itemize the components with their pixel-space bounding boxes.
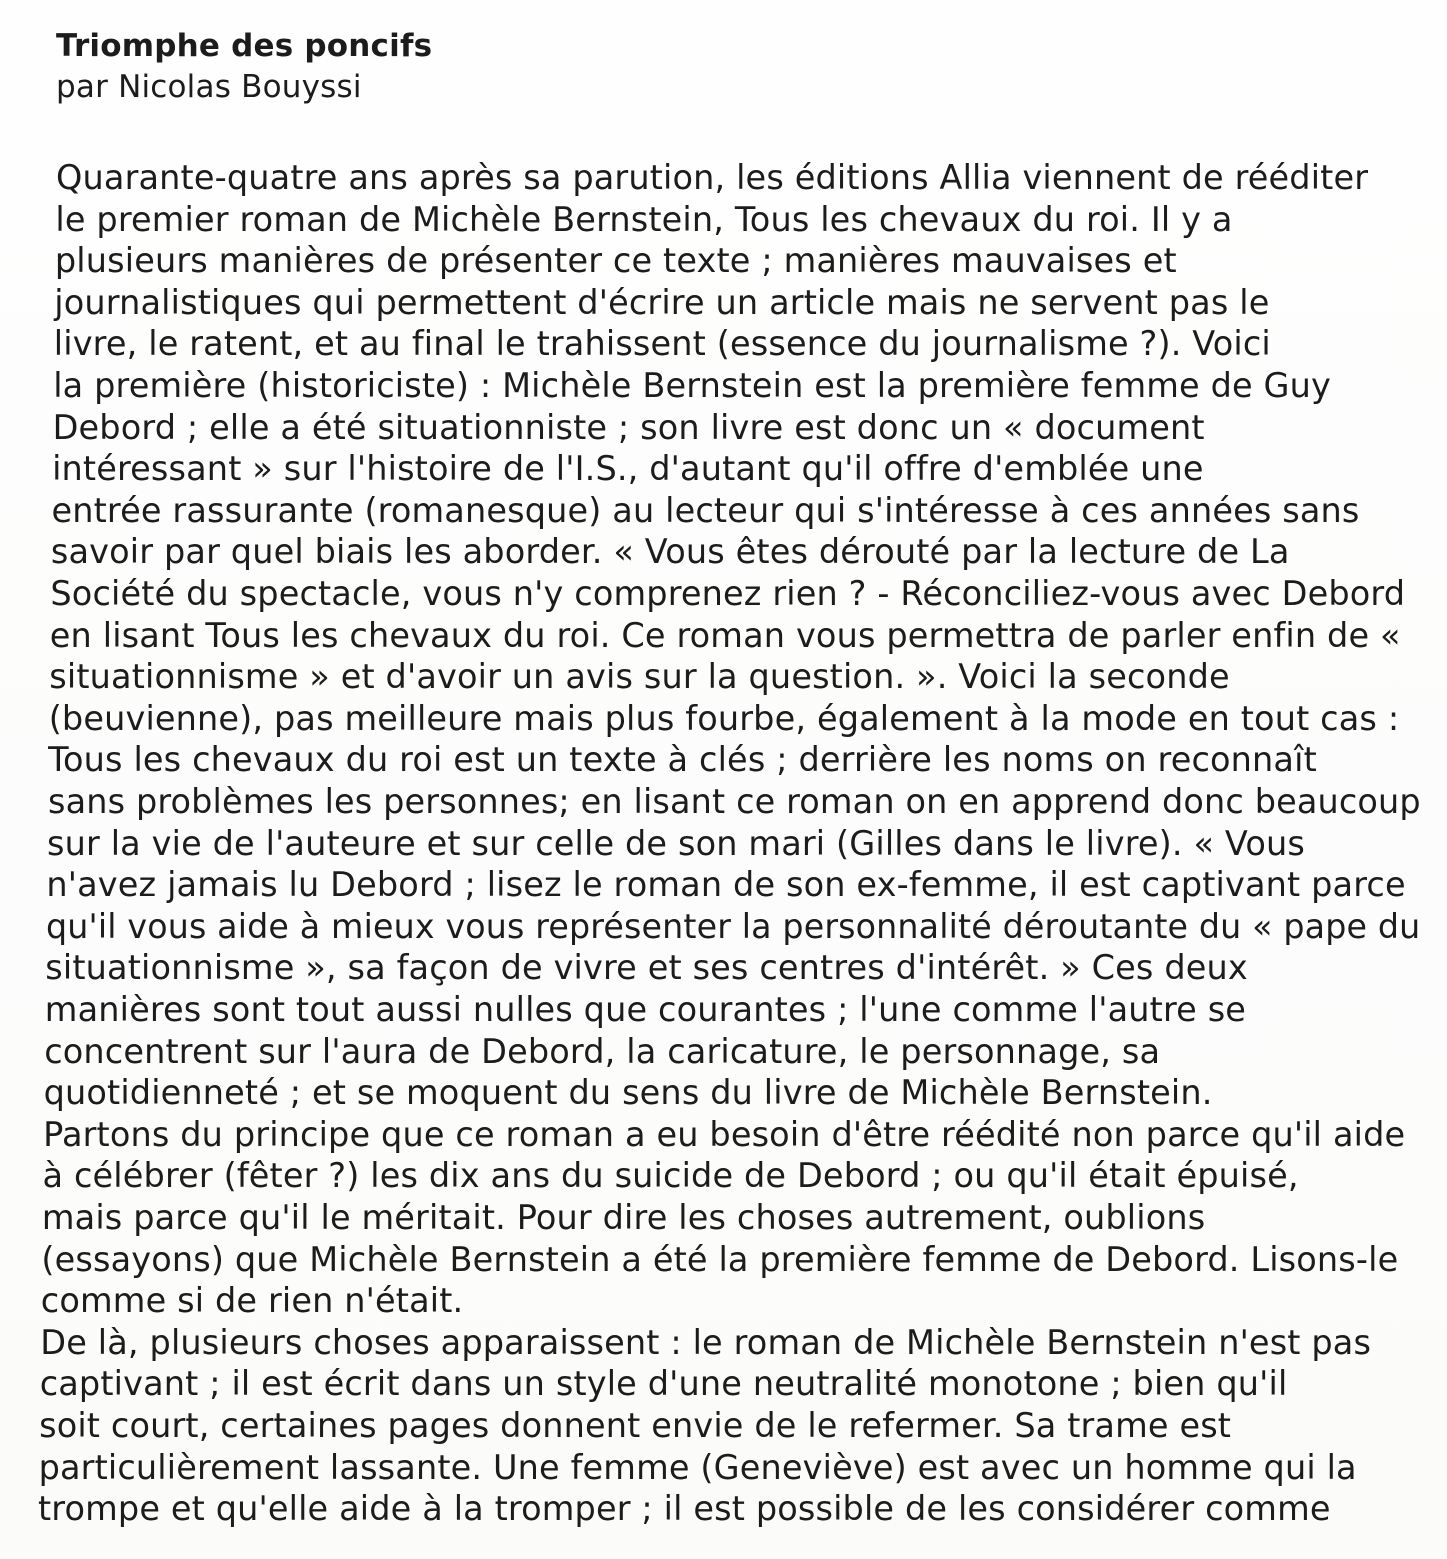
article-body-line: situationnisme », sa façon de vivre et ses centres d'intérêt. » Ces deux	[45, 948, 1248, 988]
article-body-line: entrée rassurante (romanesque) au lecteur qui s'intéresse à ces années sans	[51, 490, 1360, 530]
article-body-line: en lisant Tous les chevaux du roi. Ce roman vous permettra de parler enfin de «	[49, 615, 1401, 655]
article-body-line: qu'il vous aide à mieux vous représenter la personnalité déroutante du « pape du	[45, 906, 1421, 946]
article-body-line: soit court, certaines pages donnent envie de le refermer. Sa trame est	[39, 1406, 1232, 1445]
article-body-line: intéressant » sur l'histoire de l'I.S., d'autant qu'il offre d'emblée une	[52, 449, 1204, 489]
article-body-line: Société du spectacle, vous n'y comprenez rien ? - Réconciliez-vous avec Debord	[50, 574, 1406, 613]
article-body-line: la première (historiciste) : Michèle Bernstein est la première femme de Guy	[53, 366, 1332, 405]
article-body-line: savoir par quel biais les aborder. « Vous êtes dérouté par la lecture de La	[50, 532, 1290, 572]
article-body-line: Partons du principe que ce roman a eu besoin d'être réédité non parce qu'il aide	[43, 1114, 1406, 1154]
article-body-line: trompe et qu'elle aide à la tromper ; il est possible de les considérer comme	[38, 1489, 1331, 1529]
article-body-line: mais parce qu'il le méritait. Pour dire les choses autrement, oublions	[41, 1198, 1206, 1237]
article-body-line: situationnisme » et d'avoir un avis sur la question. ». Voici la seconde	[49, 657, 1230, 697]
article-body-line: plusieurs manières de présenter ce texte ; manières mauvaises et	[54, 241, 1177, 281]
article-body-line: concentrent sur l'aura de Debord, la caricature, le personnage, sa	[44, 1031, 1161, 1071]
article-body-line: Debord ; elle a été situationniste ; son livre est donc un « document	[52, 407, 1205, 447]
article-body-line: quotidienneté ; et se moquent du sens du livre de Michèle Bernstein.	[43, 1073, 1213, 1113]
article-body-line: journalistiques qui permettent d'écrire un article mais ne servent pas le	[54, 282, 1270, 322]
article-body-line: captivant ; il est écrit dans un style d'une neutralité monotone ; bien qu'il	[39, 1364, 1288, 1404]
article-body-line: De là, plusieurs choses apparaissent : le roman de Michèle Bernstein n'est pas	[40, 1322, 1372, 1362]
article-body-line: manières sont tout aussi nulles que courantes ; l'une comme l'autre se	[44, 990, 1247, 1029]
article-byline: par Nicolas Bouyssi	[56, 69, 362, 105]
article-body-line: particulièrement lassante. Une femme (Geneviève) est avec un homme qui la	[38, 1447, 1357, 1487]
article-body-line: sur la vie de l'auteure et sur celle de son mari (Gilles dans le livre). « Vous	[47, 823, 1306, 863]
article-body-line: sans problèmes les personnes; en lisant ce roman on en apprend donc beaucoup	[47, 782, 1421, 821]
article-body-line: Tous les chevaux du roi est un texte à clés ; derrière les noms on reconnaît	[48, 740, 1317, 780]
article-body-line: (beuvienne), pas meilleure mais plus fourbe, également à la mode en tout cas :	[48, 698, 1400, 738]
article-body-line: le premier roman de Michèle Bernstein, Tous les chevaux du roi. Il y a	[55, 199, 1233, 239]
article-body-line: (essayons) que Michèle Bernstein a été la première femme de Debord. Lisons-le	[41, 1239, 1399, 1279]
article-body-line: n'avez jamais lu Debord ; lisez le roman de son ex-femme, il est captivant parce	[46, 865, 1406, 905]
article-body-line: livre, le ratent, et au final le trahissent (essence du journalisme ?). Voici	[53, 324, 1271, 364]
article-body-line: Quarante-quatre ans après sa parution, les éditions Allia viennent de rééditer	[56, 158, 1369, 197]
article-title: Triomphe des poncifs	[56, 28, 433, 64]
article-body-line: à célébrer (fêter ?) les dix ans du suicide de Debord ; ou qu'il était épuisé,	[42, 1156, 1299, 1196]
article-body-line: comme si de rien n'était.	[40, 1281, 464, 1321]
